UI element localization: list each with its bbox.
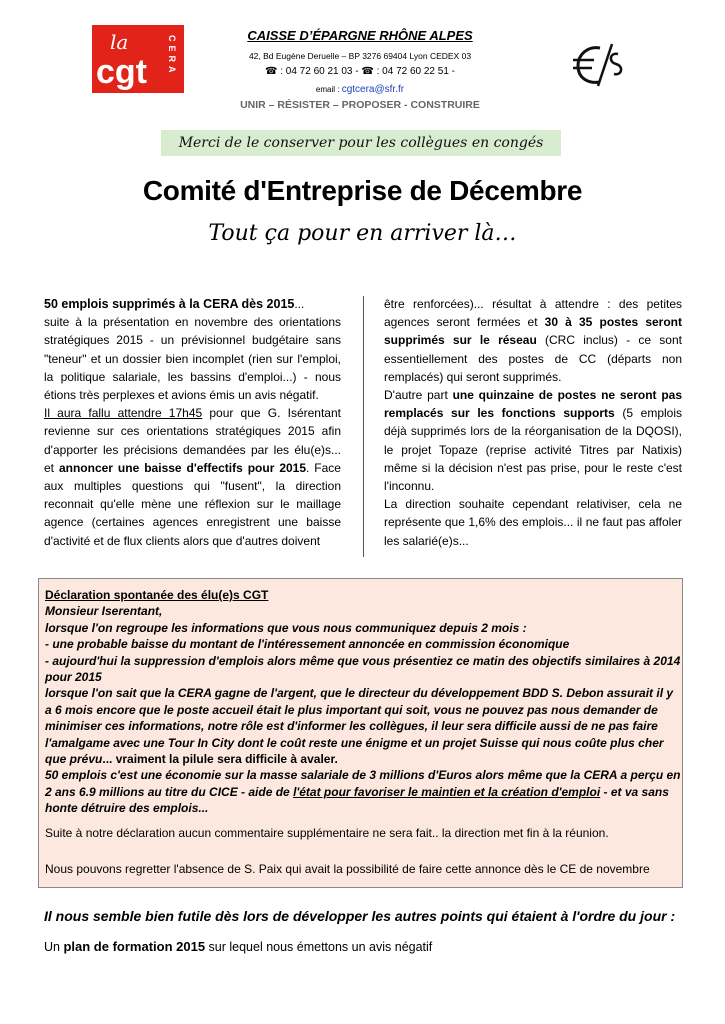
declaration-line-3: - aujourd'hui la suppression d'emplois alors même que vous présentiez ce matin des objectifs similaires à 2014 pour 2015 [45, 653, 681, 685]
phone-numbers: ☎ : 04 72 60 21 03 - ☎ : 04 72 60 22 51 - [264, 66, 456, 77]
training-a: Un [44, 940, 64, 954]
notice-banner [161, 130, 561, 156]
email-link[interactable]: cgtcera@sfr.fr [341, 84, 405, 95]
page-title: Comité d'Entreprise de Décembre [142, 175, 583, 206]
motto: UNIR – RÉSISTER – PROPOSER - CONSTRUIRE [240, 99, 480, 111]
left-p2-b: . Face aux multiples questions qui "fusent", la direction reconnait qu'elle mène une réflexion sur le maillage agence (certaines agences enregistrent une baisse d'activité et de flux clients alors que d'autres doivent [44, 460, 341, 548]
address: 42, Bd Eugène Deruelle – BP 3276 69404 Lyon CEDEX 03 [248, 51, 472, 61]
left-p2-a: pour que G. Isérentant revienne sur ces orientations stratégiques 2015 afin d'apporter les précisions demandées par les élu(e)s... et [44, 406, 341, 475]
left-p2-bold: annoncer une baisse d'effectifs pour 2015 [58, 460, 307, 475]
training-plan-line [44, 939, 684, 954]
right-p2-a: D'autre part [384, 388, 453, 403]
email-line [190, 84, 530, 95]
logo-la-text: la [110, 30, 129, 54]
closing-statement: Il nous semble bien futile dès lors de développer les autres points qui étaient à l'ordre du jour : [44, 908, 676, 924]
right-paragraph-3: La direction souhaite cependant relativiser, cela ne représente que 1,6% des emplois... il ne faut pas affoler les salarié(e)s... [384, 497, 682, 548]
left-column [44, 295, 341, 550]
training-bold: plan de formation 2015 [63, 939, 206, 954]
right-p2-b: (5 emplois déjà supprimés lors de la réorganisation de la DQOSI), le projet Topaze (reprise activité Titres par Natixis) même si la décision n'est pas prise, pour le reste c'est l'inconnu. [384, 406, 682, 494]
declaration-box [38, 578, 683, 888]
right-p1-bold: 30 à 35 postes seront supprimés sur le réseau [384, 315, 682, 348]
column-heading-tail: ... [294, 297, 305, 311]
left-p2-underlined: Il aura fallu attendre 17h45 [44, 406, 203, 421]
organization-name: CAISSE D’ÉPARGNE RHÔNE ALPES [247, 28, 473, 43]
left-paragraph-1: suite à la présentation en novembre des orientations stratégiques 2015 - un prévisionnel budgétaire sans "teneur" et un dossier bien incomplet (rien sur l'emploi, la politique salariale, les bassins d'emploi...) - nous étions très perplexes et avions émis un avis négatif. [44, 315, 341, 403]
right-column [384, 295, 682, 550]
declaration-line-5-underlined: l'état pour favoriser le maintien et la création d'emploi [293, 784, 601, 799]
declaration-line-4 [45, 685, 681, 767]
right-p1-a: être renforcées)... résultat à attendre : des petites agences seront fermées et [384, 297, 682, 330]
declaration-line-5-a: 50 emplois c'est une économie sur la masse salariale de 3 millions d'Euros alors même que la CERA a perçu en 2 ans 6.9 millions au titre du CICE - aide de [45, 768, 681, 799]
declaration-line-5 [45, 767, 681, 816]
declaration-line-2: - une probable baisse du montant de l'intéressement annoncée en commission économique [45, 637, 570, 652]
euro-dollar-logo [570, 40, 630, 90]
logo-cgt-text: cgt [96, 53, 147, 91]
declaration-followup-2: Nous pouvons regretter l'absence de S. Paix qui avait la possibilité de faire cette annonce dès le CE de novembre [45, 862, 650, 876]
declaration-body [45, 587, 681, 817]
cgt-logo [92, 25, 184, 93]
declaration-salutation: Monsieur Iserentant, [45, 604, 163, 619]
email-label: email : [315, 85, 340, 94]
declaration-line-4-bold: ... vraiment la pilule sera difficile à avaler. [102, 752, 338, 767]
right-paragraph-2 [384, 386, 682, 495]
page-subtitle: Tout ça pour en arriver là… [208, 221, 517, 246]
left-paragraph-2 [44, 404, 341, 550]
declaration-line-4-italic: lorsque l'on sait que la CERA gagne de l'argent, que le directeur du développement BDD S. Debon assurait il y a 6 mois encore que le poste accueil était le plus important qui soit, vous ne pouvez pas nous demander de minimiser ces informations, notre rôle est d'informer les collègues, il leur sera difficile aussi de ne pas faire l'amalgame avec une Tour In City dont le coût reste une énigme et un projet Suisse qui nous coûte plus cher que prévu [45, 686, 674, 767]
column-heading-bold: 50 emplois supprimés à la CERA dès 2015 [44, 297, 295, 311]
right-paragraph-1 [384, 295, 682, 386]
column-divider [363, 296, 364, 557]
notice-text: Merci de le conserver pour les collègues en congés [178, 135, 544, 151]
column-heading [44, 295, 341, 313]
declaration-followup-1: Suite à notre déclaration aucun commentaire supplémentaire ne sera fait.. la direction met fin à la réunion. [45, 826, 609, 840]
declaration-heading: Déclaration spontanée des élu(e)s CGT [45, 588, 269, 602]
declaration-line-5-b: - et va sans honte détruire des emplois... [45, 784, 669, 816]
right-p1-b: (CRC inclus) - ce sont essentiellement des postes de CC (départs non remplacés) qui seront supprimés. [384, 333, 682, 384]
training-b: sur lequel nous émettons un avis négatif [205, 940, 433, 954]
logo-cera-text: CERA [167, 35, 177, 77]
declaration-line-1: lorsque l'on regroupe les informations que vous nous communiquez depuis 2 mois : [45, 620, 527, 635]
right-p2-bold: une quinzaine de postes ne seront pas remplacés sur les fonctions supports [384, 388, 682, 421]
